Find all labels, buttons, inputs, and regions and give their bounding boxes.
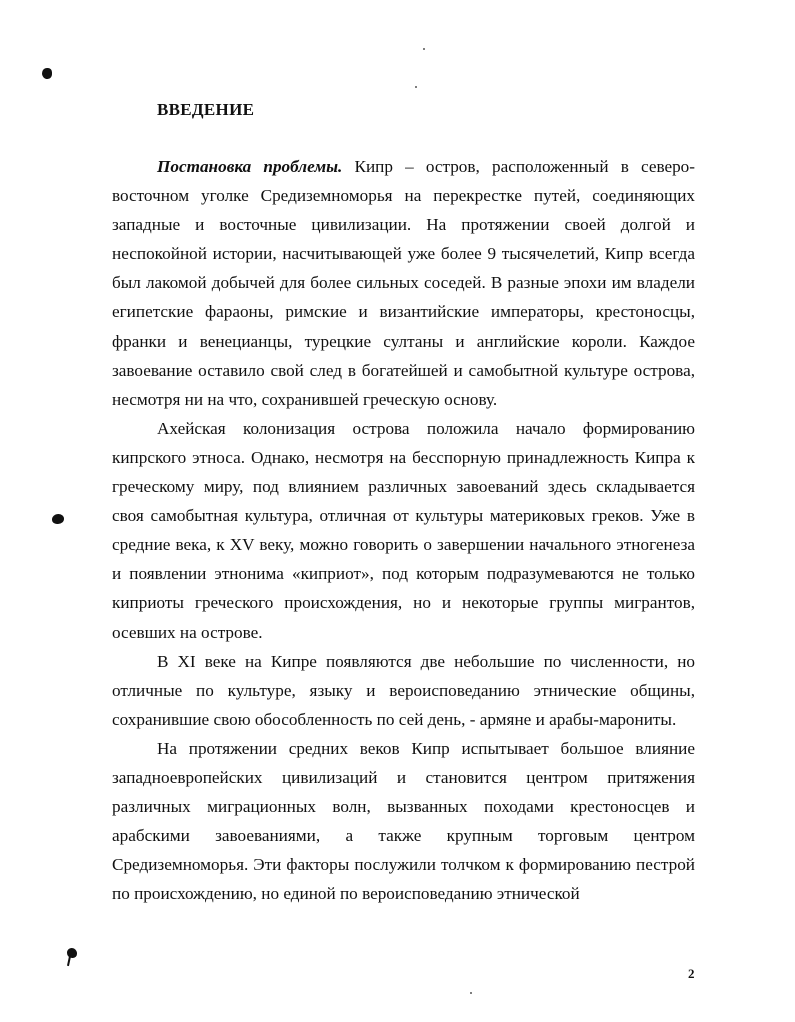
paragraph-text: В XI веке на Кипре появляются две небольшие по численности, но отличные по культуре, языку и вероисповеданию этнические общины, сохранившие свою обособленность по сей день, - армяне и арабы-марониты. (112, 651, 695, 729)
paragraph-text: Кипр – остров, расположенный в северо-восточном уголке Средиземноморья на перекрестке путей, соединяющих западные и восточные цивилизации. На протяжении своей долгой и неспокойной истории, насчитывающей уже более 9 тысячелетий, Кипр всегда был лакомой добычей для более сильных соседей. В разные эпохи им владели египетские фараоны, римские и византийские императоры, крестоносцы, франки и венецианцы, турецкие султаны и английские короли. Каждое завоевание оставило свой след в богатейшей и самобытной культуре острова, несмотря ни на что, сохранившей греческую основу. (112, 157, 695, 409)
paragraph (112, 734, 695, 909)
scan-artifact (42, 68, 52, 79)
scan-artifact (67, 956, 71, 966)
paragraph-text: Ахейская колонизация острова положила начало формированию кипрского этноса. Однако, несмотря на бесспорную принадлежность Кипра к греческому миру, под влиянием различных завоеваний здесь складывается своя самобытная культура, отличная от культуры материковых греков. Уже в средние века, к XV веку, можно говорить о завершении начального этногенеза и появлении этнонима «киприот», под которым подразумеваются не только киприоты греческого происхождения, но и некоторые группы мигрантов, осевших на острове. (112, 418, 695, 642)
page-title: ВВЕДЕНИЕ (157, 100, 255, 119)
scan-speck (423, 48, 425, 50)
scan-speck (470, 992, 472, 994)
paragraph-lead: Постановка проблемы. (157, 157, 343, 176)
scan-speck (415, 86, 417, 88)
paragraph-text: На протяжении средних веков Кипр испытывает большое влияние западноевропейских цивилизаций и становится центром притяжения различных миграционных волн, вызванных походами крестоносцев и арабскими завоеваниями, а также крупным торговым центром Средиземноморья. Эти факторы послужили толчком к формированию пестрой по происхождению, но единой по вероисповеданию этнической (112, 738, 695, 904)
scan-artifact (52, 514, 64, 524)
paragraph (112, 152, 695, 414)
paragraph (112, 414, 695, 647)
paragraph (112, 647, 695, 734)
body-text (112, 152, 695, 908)
page-number: 2 (688, 966, 695, 981)
